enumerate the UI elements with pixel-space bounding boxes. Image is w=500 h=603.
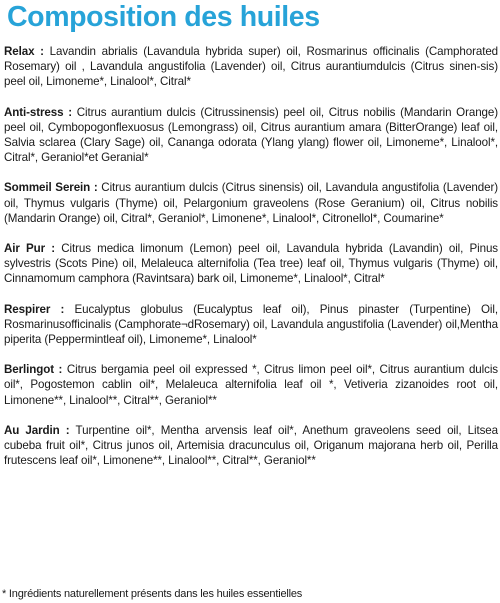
oil-entry-air-pur xyxy=(4,241,498,287)
oil-composition: Citrus aurantium dulcis (Citrussinensis) peel oil, Citrus nobilis (Mandarin Orange) peel oil, Cymbopogonflexuosus (Lemongrass) oil, Citrus aurantium amara (BitterOrange) leaf oil, Salvia sclarea (Clary Sage) oil, Cananga odorata (Ylang ylang) flower oil, Limoneme*, Linalool*, Citral*, Geraniol*et Geranial* xyxy=(4,105,498,165)
oil-composition: Citrus bergamia peel oil expressed *, Citrus limon peel oil*, Citrus aurantium dulcis oil*, Pogostemon cablin oil*, Melaleuca alternifolia leaf oil *, Vetiveria zizanoides root oil, Limonene**, Linalool**, Citral**, Geraniol** xyxy=(4,363,498,407)
page-title: Composition des huiles xyxy=(7,1,320,33)
oil-composition: Citrus aurantium dulcis (Citrus sinensis) oil, Lavandula angustifolia (Lavender) oil, Thymus vulgaris (Thyme) oil, Pelargonium graveolens (Rose Geranium) oil, Citrus nobilis (Mandarin Orange) oil, Citral*, Geraniol*, Limonene*, Linalool*, Citronellol*, Coumarine* xyxy=(4,181,498,225)
oil-name: Air Pur : xyxy=(4,242,56,256)
oil-entry-berlingot xyxy=(4,362,498,408)
oil-name: Respirer : xyxy=(4,302,65,316)
oil-composition: Lavandin abrialis (Lavandula hybrida super) oil, Rosmarinus officinalis (Camphorated Rosemary) oil , Lavandula angustifolia (Lavender) oil, Citrus aurantiumdulcis (Citrus sinen-sis) peel oil, Limoneme*, Linalool*, Citral* xyxy=(4,45,499,89)
oil-composition: Citrus medica limonum (Lemon) peel oil, Lavandula hybrida (Lavandin) oil, Pinus sylvestris (Scots Pine) oil, Melaleuca alternifolia (Tea tree) leaf oil, Thymus vulgaris (Thyme) oil, Cinnamomum camphora (Ravintsara) bark oil, Limoneme*, Linalool*, Citral* xyxy=(4,242,498,286)
oil-entry-anti-stress xyxy=(4,105,498,166)
oil-composition-list xyxy=(4,44,498,483)
oil-name: Anti-stress : xyxy=(4,105,72,119)
oil-entry-sommeil-serein xyxy=(4,180,498,226)
oil-name: Relax : xyxy=(4,45,44,58)
oil-entry-au-jardin xyxy=(4,423,498,469)
footnote: * Ingrédients naturellement présents dans les huiles essentielles xyxy=(2,588,303,600)
oil-composition: Turpentine oil*, Mentha arvensis leaf oil*, Anethum graveolens seed oil, Litsea cubeba fruit oil*, Citrus junos oil, Artemisia dracunculus oil, Origanum majorana herb oil, Perilla frutescens leaf oil*, Limonene**, Linalool**, Citral**, Geraniol** xyxy=(4,423,498,468)
oil-entry-relax xyxy=(4,44,498,90)
oil-name: Au Jardin : xyxy=(4,423,70,437)
oil-name: Sommeil Serein : xyxy=(4,181,98,195)
oil-name: Berlingot : xyxy=(4,363,63,377)
oil-composition: Eucalyptus globulus (Eucalyptus leaf oil), Pinus pinaster (Turpentine) Oil, Rosmarinusofficinalis (Camphorate¬dRosemary) oil, Lavandula angustifolia (Lavender) oil,Mentha piperita (Peppermintleaf oil), Limoneme*, Linalool* xyxy=(4,302,498,347)
oil-entry-respirer xyxy=(4,302,498,348)
